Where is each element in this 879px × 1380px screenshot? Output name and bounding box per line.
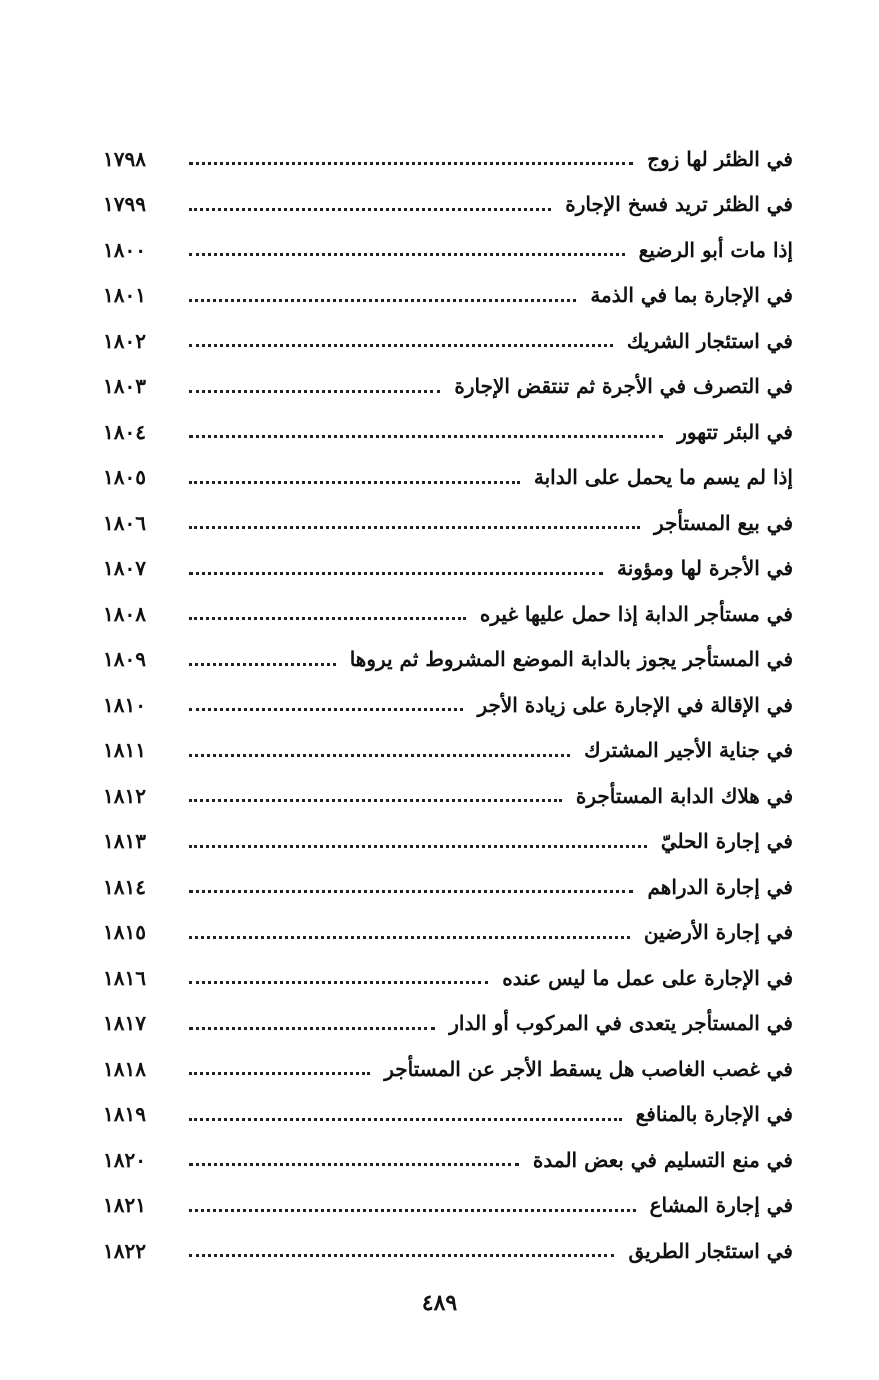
dot-leader [189,206,551,211]
toc-entry-number: ١٨٠٣ [103,374,146,399]
toc-entry-number: ١٨١٦ [103,965,146,990]
toc-entry-number: ١٨١٥ [103,920,146,945]
dot-leader [189,388,440,393]
toc-entry-number: ١٨١٧ [103,1011,146,1036]
toc-entry-title: في بيع المستأجر [654,510,793,535]
dot-leader [189,1161,519,1166]
toc-entry-title: في الظئر تريد فسخ الإجارة [565,192,793,217]
toc-entry-title: في البئر تتهور [677,419,793,444]
toc-entry-number: ١٧٩٩ [103,192,146,217]
toc-entry-number: ١٨١٣ [103,829,146,854]
dot-leader [189,1070,370,1075]
toc-entry-number: ١٨١٨ [103,1056,146,1081]
toc-entry-number: ١٨٢٢ [103,1238,146,1263]
toc-entry-title: في غصب الغاصب هل يسقط الأجر عن المستأجر [384,1056,793,1081]
toc-entry-title: في التصرف في الأجرة ثم تنتقض الإجارة [454,374,793,399]
dot-leader [189,615,466,620]
toc-entry-number: ١٧٩٨ [103,146,146,171]
toc-entry [103,1183,793,1229]
dot-leader [189,433,663,438]
toc-entry-number: ١٨٠٢ [103,328,146,353]
toc-entry-title: في الإجارة على عمل ما ليس عنده [502,965,793,990]
toc-entry [103,728,793,774]
dot-leader [189,297,576,302]
toc-entry [103,1092,793,1138]
toc-entry-number: ١٨٠٠ [103,237,146,262]
toc-entry-title: في مستأجر الدابة إذا حمل عليها غيره [479,601,793,626]
toc-entry-number: ١٨٠٥ [103,465,146,490]
toc-entry-number: ١٨١٠ [103,692,146,717]
toc-entry-number: ١٨٢١ [103,1193,146,1218]
toc-entry-number: ١٨١٩ [103,1102,146,1127]
toc-entry [103,227,793,273]
toc-entry-title: في جناية الأجير المشترك [584,738,793,763]
toc-entry-number: ١٨٠٦ [103,510,146,535]
toc-entry-title: في استئجار الطريق [628,1238,793,1263]
toc-entry-title: في الإجارة بالمنافع [635,1102,793,1127]
toc-entry-title: في الإقالة في الإجارة على زيادة الأجر [477,692,793,717]
toc-entry-number: ١٨٠١ [103,283,146,308]
toc-entry [103,637,793,683]
toc-entry [103,773,793,819]
toc-entry [103,182,793,228]
toc-entry [103,910,793,956]
toc-entry [103,1137,793,1183]
toc-entry-number: ١٨١٤ [103,874,146,899]
toc-entry-title: إذا لم يسم ما يحمل على الدابة [533,465,793,490]
toc-entry [103,500,793,546]
dot-leader [189,797,562,802]
toc-entry-title: في المستأجر يتعدى في المركوب أو الدار [449,1011,793,1036]
dot-leader [189,1252,614,1257]
toc-entry [103,1228,793,1274]
toc-entry [103,955,793,1001]
dot-leader [189,160,633,165]
toc-entry-number: ١٨٢٠ [103,1147,146,1172]
toc-entry-title: في إجارة المشاع [649,1193,793,1218]
toc-entry-number: ١٨١١ [103,738,146,763]
toc-entry-number: ١٨٠٩ [103,647,146,672]
toc-entry-title: في إجارة الأرضين [643,920,793,945]
toc-entry [103,364,793,410]
dot-leader [189,570,603,575]
toc-entry [103,819,793,865]
dot-leader [189,1207,636,1212]
toc-entry [103,318,793,364]
toc-entry [103,864,793,910]
toc-entry-title: في إجارة الدراهم [647,874,793,899]
toc-entry-title: في إجارة الحليّ [660,829,793,854]
toc-entry [103,136,793,182]
toc-entry-title: في الأجرة لها ومؤونة [616,556,793,581]
toc-entry-number: ١٨٠٤ [103,419,146,444]
toc-entry [103,455,793,501]
dot-leader [189,251,625,256]
dot-leader [189,706,463,711]
toc-entry [103,1001,793,1047]
dot-leader [189,1025,435,1030]
toc-entry-title: في المستأجر يجوز بالدابة الموضع المشروط ثم يروها [349,647,793,672]
toc-entry-number: ١٨١٢ [103,783,146,808]
dot-leader [189,934,630,939]
toc-entry [103,591,793,637]
dot-leader [189,479,520,484]
dot-leader [189,661,336,666]
toc-entry [103,273,793,319]
table-of-contents [103,136,793,1274]
toc-entry [103,1046,793,1092]
toc-entry-title: إذا مات أبو الرضيع [638,237,793,262]
toc-entry-title: في الإجارة بما في الذمة [590,283,793,308]
dot-leader [189,342,613,347]
toc-entry-title: في الظئر لها زوج [647,146,793,171]
dot-leader [189,524,640,529]
dot-leader [189,979,488,984]
dot-leader [189,843,647,848]
toc-entry-number: ١٨٠٨ [103,601,146,626]
dot-leader [189,1116,622,1121]
toc-entry [103,546,793,592]
page-number: ٤٨٩ [421,1290,458,1316]
dot-leader [189,752,570,757]
toc-entry-number: ١٨٠٧ [103,556,146,581]
toc-entry [103,409,793,455]
dot-leader [189,888,633,893]
toc-entry-title: في استئجار الشريك [626,328,793,353]
toc-entry [103,682,793,728]
toc-entry-title: في هلاك الدابة المستأجرة [575,783,793,808]
toc-entry-title: في منع التسليم في بعض المدة [532,1147,793,1172]
